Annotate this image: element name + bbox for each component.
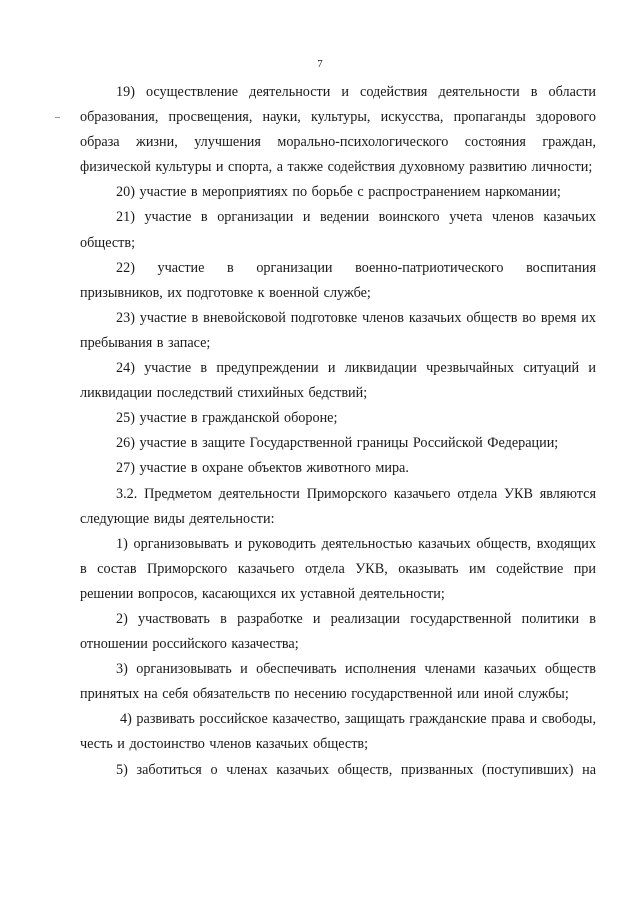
paragraph-item-27: 27) участие в охране объектов животного мира. bbox=[116, 460, 409, 477]
paragraph-item-21: 21) участие в организации и ведении воинского учета членов казачьих обществ; bbox=[80, 209, 596, 251]
margin-mark bbox=[55, 117, 60, 118]
paragraph-item-19: 19) осуществление деятельности и содействия деятельности в области образования, просвещения, науки, культуры, искусства, пропаганды здорового образа жизни, улучшения морально-психологического состояния граждан, физической культуры и спорта, а также содействия духовному развитию личности; bbox=[80, 84, 596, 176]
paragraph-item-25: 25) участие в гражданской обороне; bbox=[116, 410, 338, 427]
document-body bbox=[80, 80, 596, 783]
paragraph-activity-2: 2) участвовать в разработке и реализации государственной политики в отношении российского казачества; bbox=[80, 610, 596, 653]
paragraph-item-26: 26) участие в защите Государственной границы Российской Федерации; bbox=[116, 435, 559, 452]
paragraph-item-20: 20) участие в мероприятиях по борьбе с распространением наркомании; bbox=[116, 184, 561, 201]
paragraph-activity-1: 1) организовывать и руководить деятельностью казачьих обществ, входящих в состав Приморского казачьего отдела УКВ, оказывать им содействие при решении вопросов, касающихся их уставной деятельности; bbox=[80, 535, 596, 602]
page-number: 7 bbox=[317, 58, 323, 70]
paragraph-item-22-line-1: 22) участие в организации военно-патриотического воспитания bbox=[116, 259, 596, 276]
paragraph-item-24: 24) участие в предупреждении и ликвидации чрезвычайных ситуаций и ликвидации последствий стихийных бедствий; bbox=[80, 360, 596, 402]
paragraph-activity-5: 5) заботиться о членах казачьих обществ, призванных (поступивших) на bbox=[116, 761, 596, 778]
paragraph-item-23: 23) участие в вневойсковой подготовке членов казачьих обществ во время их пребывания в запасе; bbox=[80, 309, 596, 351]
paragraph-item-22-line-2: призывников, их подготовке к военной службе; bbox=[80, 284, 371, 301]
paragraph-section-3-2: 3.2. Предметом деятельности Приморского казачьего отдела УКВ являются следующие виды деятельности: bbox=[80, 485, 596, 527]
paragraph-activity-4: 4) развивать российское казачество, защищать гражданские права и свободы, честь и достоинство членов казачьих обществ; bbox=[80, 711, 596, 753]
paragraph-activity-3: 3) организовывать и обеспечивать исполнения членами казачьих обществ принятых на себя обязательств по несению государственной или иной службы; bbox=[80, 661, 596, 703]
